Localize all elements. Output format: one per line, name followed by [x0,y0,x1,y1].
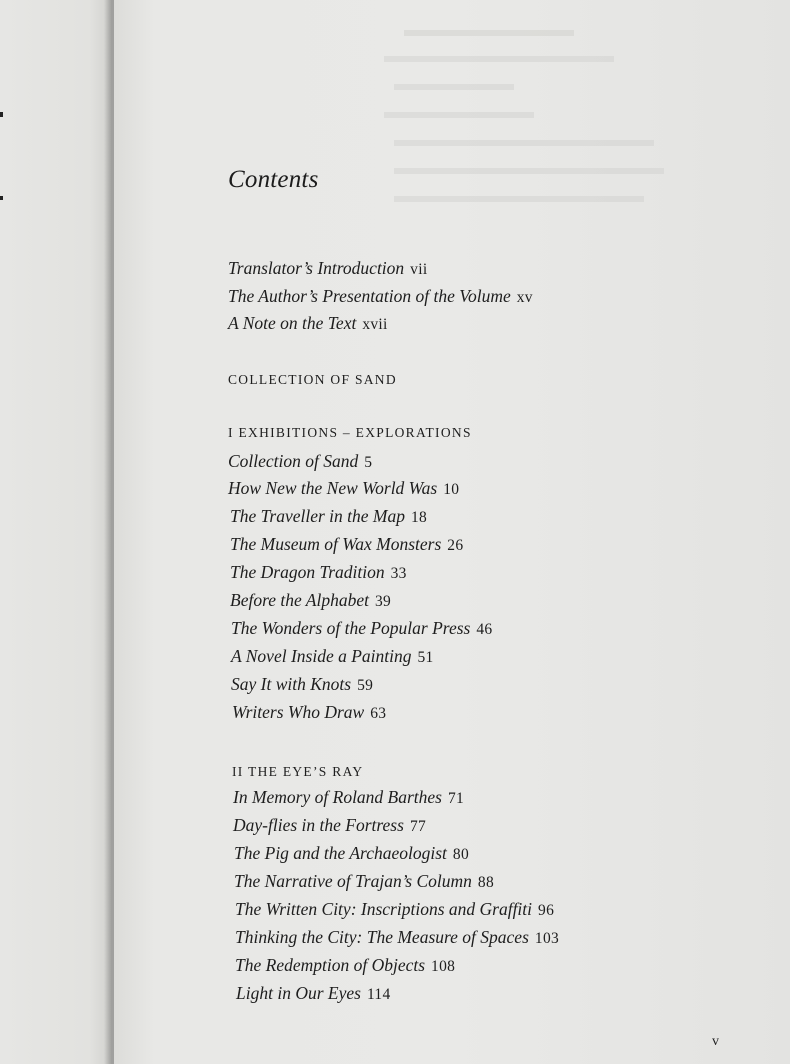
toc-entry [230,534,463,555]
toc-entry-title: The Pig and the Archaeologist [234,843,447,863]
toc-entry-title: The Redemption of Objects [235,955,426,975]
toc-entry-page: 5 [364,454,373,471]
toc-entry [235,927,559,948]
toc-entry-page: 26 [447,537,464,554]
toc-entry-page: xv [516,289,533,306]
toc-entry [232,702,386,723]
toc-entry-title: The Narrative of Trajan’s Column [234,871,472,891]
toc-entry-page: 39 [375,593,392,610]
toc-entry [234,843,469,864]
toc-entry-page: 18 [410,509,428,526]
toc-entry-title: Before the Alphabet [230,590,369,610]
toc-entry-page: 108 [431,958,456,975]
toc-entry [235,955,455,976]
toc-entry-title: The Dragon Tradition [230,562,385,582]
toc-entry-title: The Museum of Wax Monsters [230,534,442,554]
toc-entry-title: The Author’s Presentation of the Volume [228,286,511,306]
toc-entry-page: 71 [448,790,465,807]
toc-entry-title: The Wonders of the Popular Press [231,618,471,638]
toc-entry-title: The Traveller in the Map [230,506,405,526]
toc-entry-title: Day-flies in the Fortress [233,815,404,835]
collection-heading: COLLECTION OF SAND [228,372,397,387]
show-through [404,30,744,230]
toc-entry [228,313,388,334]
left-page [0,0,112,1064]
part-two-heading: II THE EYE’S RAY [232,764,364,779]
page-title: Contents [228,166,319,193]
toc-entry-title: Say It with Knots [231,674,352,694]
toc-entry [231,674,373,695]
toc-entry [231,618,492,639]
toc-entry-page: 103 [534,930,560,947]
part-one-heading: I EXHIBITIONS – EXPLORATIONS [228,425,472,440]
toc-entry [230,590,391,611]
toc-entry-title: Writers Who Draw [232,702,365,722]
toc-entry [236,983,391,1004]
page-folio: v [712,1034,719,1049]
toc-entry [230,506,427,527]
toc-entry [233,787,464,808]
toc-entry-page: 80 [452,846,470,863]
toc-entry-page: xvii [362,316,388,333]
toc-entry-page: 10 [443,481,460,498]
toc-entry [230,562,407,583]
toc-entry-page: 88 [477,874,495,891]
toc-entry-title: Collection of Sand [228,451,359,471]
toc-entry [228,258,427,279]
toc-entry-title: A Novel Inside a Painting [231,646,412,666]
toc-entry [233,815,426,836]
left-page-mark [0,112,3,117]
toc-entry-title: Light in Our Eyes [236,983,361,1003]
toc-entry-title: The Written City: Inscriptions and Graffiti [235,899,533,919]
toc-entry-page: 33 [390,565,407,582]
left-page-mark [0,196,3,200]
toc-entry-title: Translator’s Introduction [228,258,405,278]
toc-entry [228,286,533,307]
toc-entry-title: Thinking the City: The Measure of Spaces [235,927,529,947]
toc-entry [228,478,459,499]
toc-entry [234,871,494,892]
toc-entry [231,646,434,667]
toc-entry-page: 51 [417,649,434,666]
toc-entry-page: 96 [538,902,555,919]
toc-entry [235,899,554,920]
toc-entry-page: vii [410,261,428,278]
toc-entry-page: 114 [366,986,391,1003]
toc-entry-page: 46 [476,621,493,638]
toc-entry [228,451,372,472]
toc-entry-page: 59 [357,677,374,694]
toc-entry-page: 77 [409,818,427,835]
toc-entry-title: How New the New World Was [228,478,438,498]
toc-entry-title: A Note on the Text [228,313,357,333]
toc-entry-page: 63 [370,705,387,722]
toc-entry-title: In Memory of Roland Barthes [233,787,442,807]
